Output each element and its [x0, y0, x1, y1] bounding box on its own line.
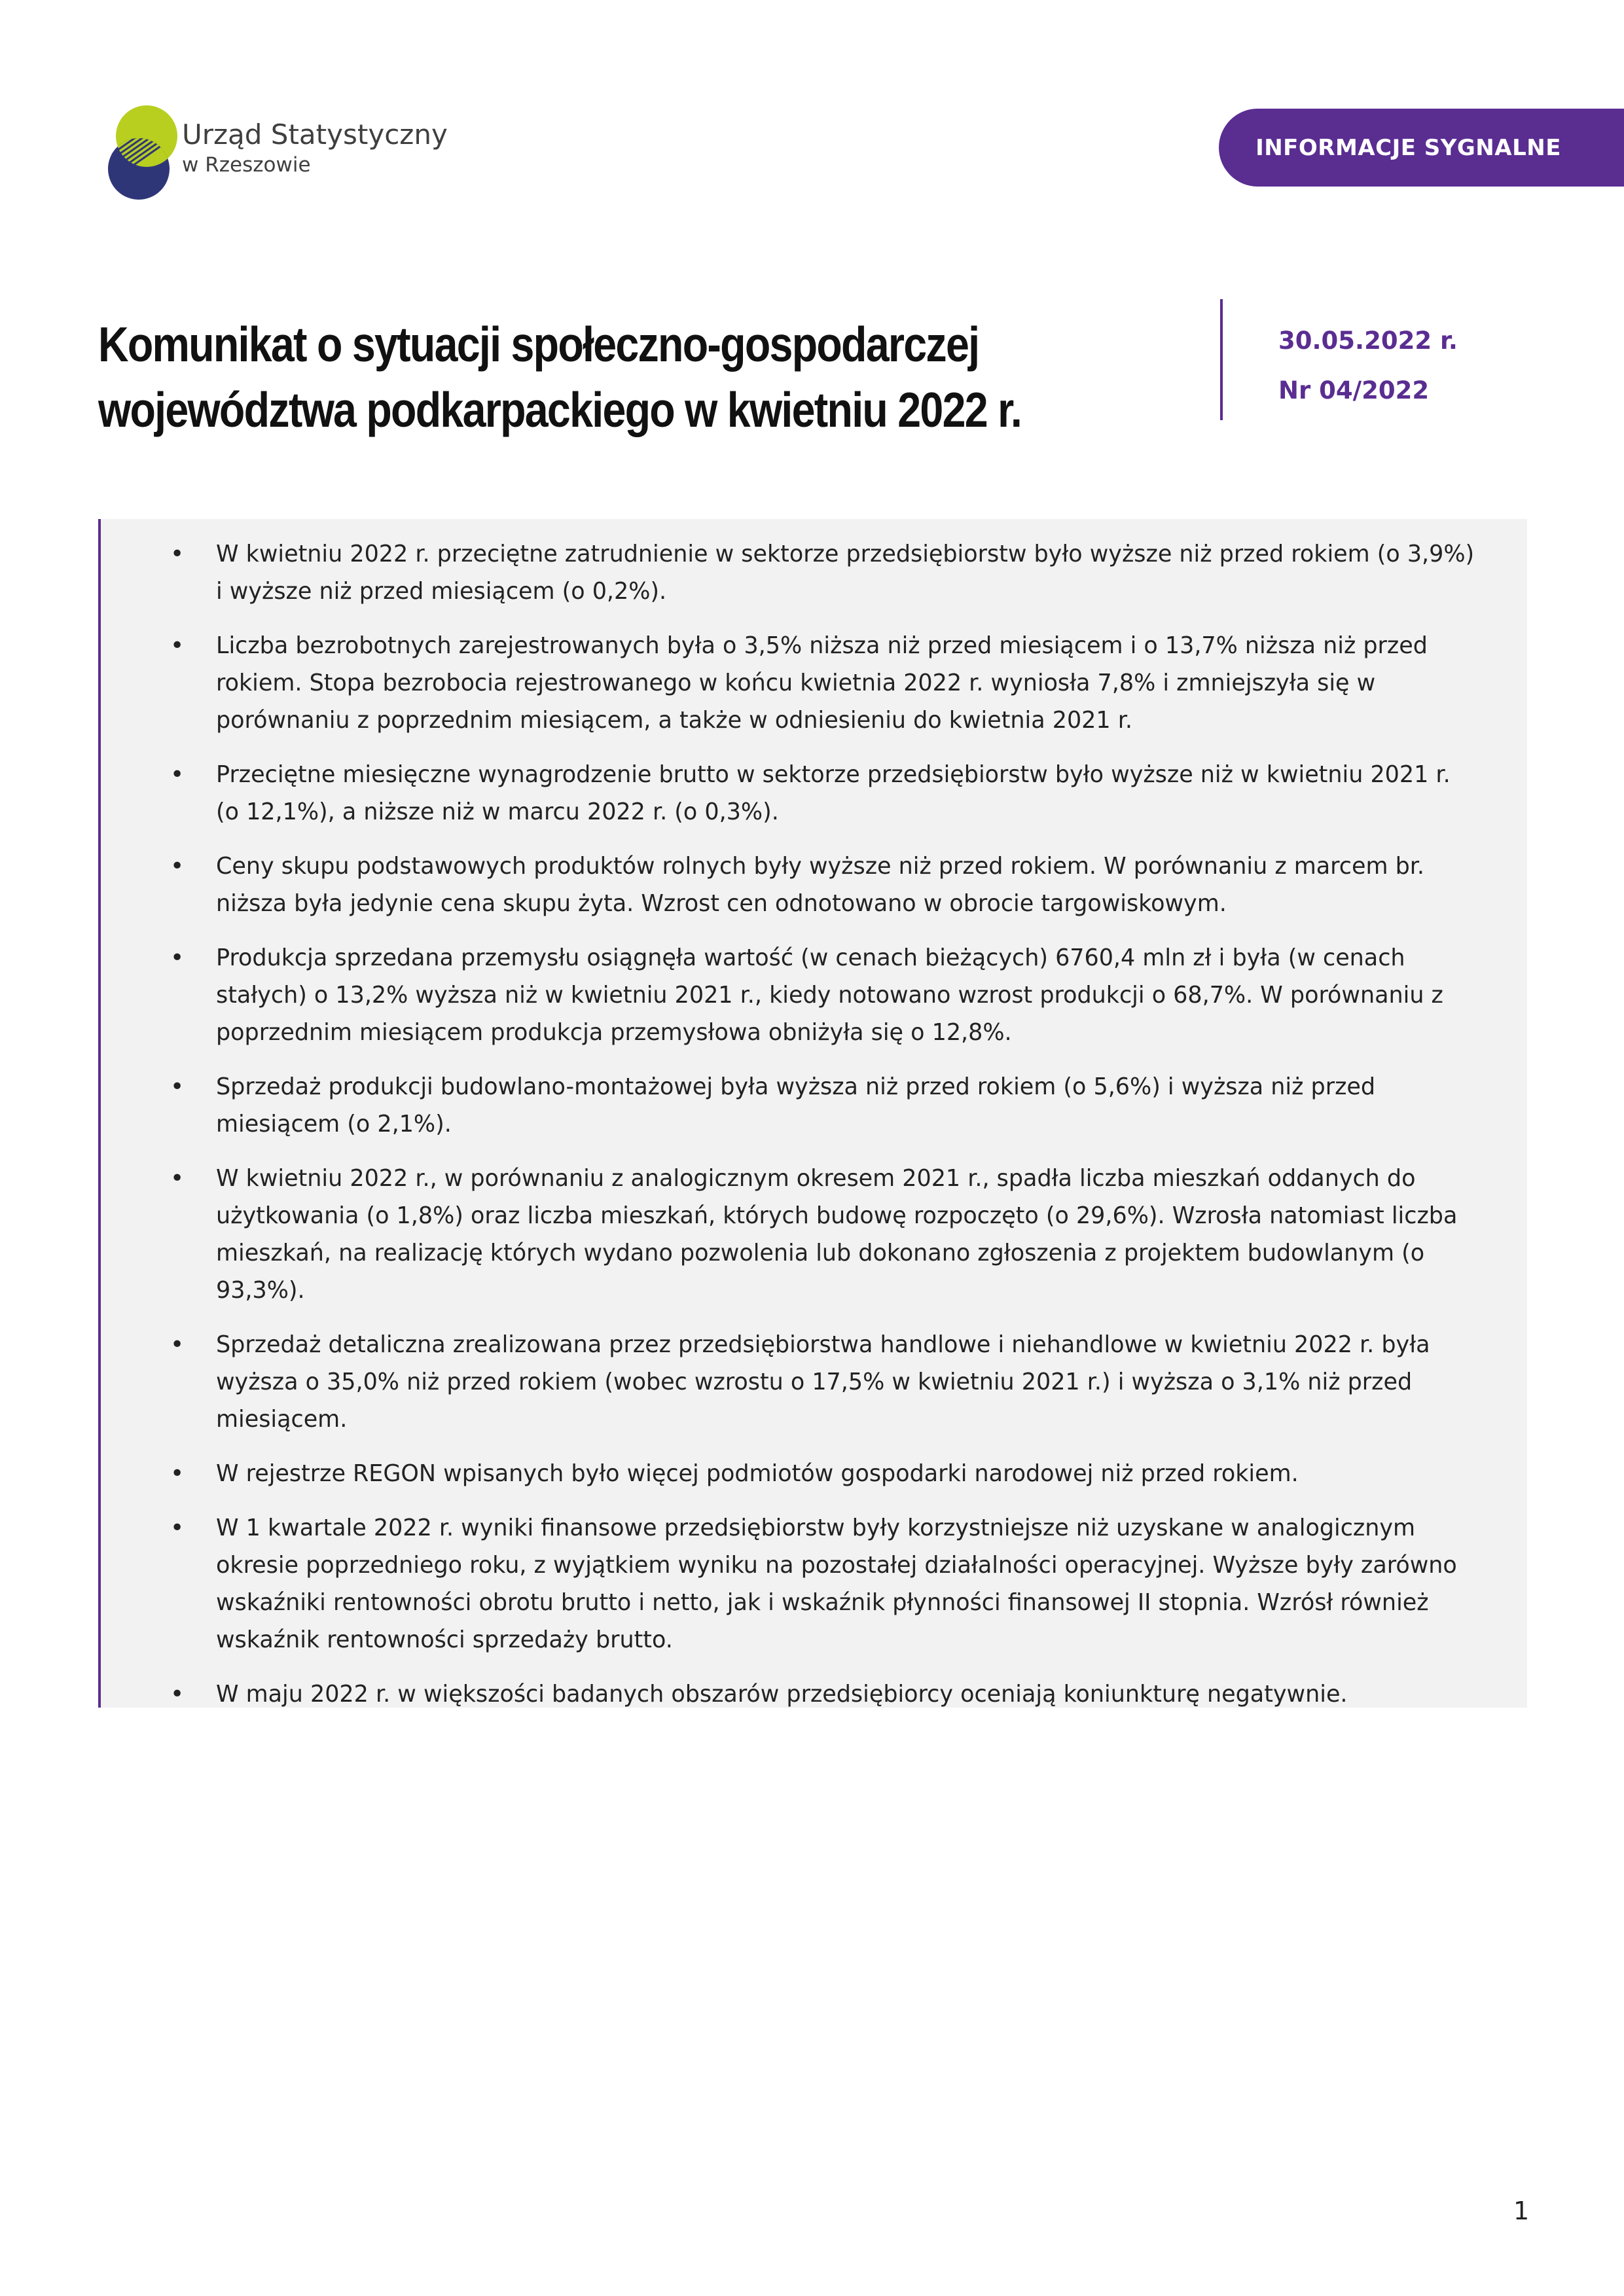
title-line-1: Komunikat o sytuacji społeczno-gospodarczej: [98, 317, 979, 372]
logo-mark-icon: [105, 103, 183, 202]
page-title: [98, 312, 1033, 442]
summary-item: [101, 1455, 1527, 1492]
logo-text: [182, 118, 448, 178]
bullet-icon: •: [170, 1681, 185, 1708]
summary-item-text: W 1 kwartale 2022 r. wyniki finansowe przedsiębiorstw były korzystniejsze niż uzyskane w analogicznym okresie poprzedniego roku, z wyjątkiem wyniku na pozostałej działalności operacyjnej. Wyższe były zarówno wskaźniki rentowności obrotu brutto i netto, jak i wskaźnik płynności finansowej II stopnia. Wzrósł również wskaźnik rentowności sprzedaży brutto.: [216, 1515, 1457, 1653]
logo-subtitle: w Rzeszowie: [182, 153, 311, 177]
summary-item-text: Liczba bezrobotnych zarejestrowanych była o 3,5% niższa niż przed miesiącem i o 13,7% niższa niż przed rokiem. Stopa bezrobocia rejestrowanego w końcu kwietnia 2022 r. wyniosła 7,8% i zmniejszyła się w porównaniu z poprzednim miesiącem, a także w odniesieniu do kwietnia 2021 r.: [216, 632, 1428, 734]
bullet-icon: •: [170, 632, 185, 659]
summary-box: [98, 519, 1527, 1708]
bullet-icon: •: [170, 1515, 185, 1541]
page-number: 1: [1513, 2197, 1530, 2225]
summary-item-text: Sprzedaż produkcji budowlano-montażowej była wyższa niż przed rokiem (o 5,6%) i wyższa niż przed miesiącem (o 2,1%).: [216, 1073, 1376, 1138]
summary-item: [101, 1326, 1527, 1438]
summary-item-text: W maju 2022 r. w większości badanych obszarów przedsiębiorcy oceniają koniunkturę negatywnie.: [216, 1681, 1348, 1708]
publication-number: Nr 04/2022: [1278, 376, 1430, 404]
summary-item: [101, 848, 1527, 922]
summary-item-text: Ceny skupu podstawowych produktów rolnych były wyższe niż przed rokiem. W porównaniu z marcem br. niższa była jedynie cena skupu żyta. Wzrost cen odnotowano w obrocie targowiskowym.: [216, 853, 1424, 917]
logo: [105, 103, 448, 202]
publication-date: 30.05.2022 r.: [1278, 327, 1458, 355]
summary-item-text: Produkcja sprzedana przemysłu osiągnęła wartość (w cenach bieżących) 6760,4 mln zł i była (w cenach stałych) o 13,2% wyższa niż w kwietniu 2021 r., kiedy notowano wzrost produkcji o 68,7%. W porównaniu z poprzednim miesiącem produkcja przemysłowa obniżyła się o 12,8%.: [216, 944, 1443, 1046]
summary-item: [101, 1160, 1527, 1309]
summary-item: [101, 1068, 1527, 1143]
summary-item: [101, 535, 1527, 610]
bullet-icon: •: [170, 541, 185, 567]
summary-item: [101, 939, 1527, 1051]
summary-item: [101, 627, 1527, 739]
bullet-icon: •: [170, 1460, 185, 1487]
document-type-badge: INFORMACJE SYGNALNE: [1219, 109, 1624, 187]
summary-list: [101, 535, 1527, 1730]
bullet-icon: •: [170, 1165, 185, 1192]
summary-item: [101, 1676, 1527, 1713]
bullet-icon: •: [170, 1073, 185, 1100]
document-meta: [1278, 316, 1458, 416]
summary-item: [101, 756, 1527, 831]
bullet-icon: •: [170, 1331, 185, 1358]
title-line-2: województwa podkarpackiego w kwietniu 2022 r.: [98, 382, 1022, 437]
bullet-icon: •: [170, 853, 185, 880]
bullet-icon: •: [170, 761, 185, 788]
summary-item-text: Przeciętne miesięczne wynagrodzenie brutto w sektorze przedsiębiorstw było wyższe niż w kwietniu 2021 r. (o 12,1%), a niższe niż w marcu 2022 r. (o 0,3%).: [216, 761, 1451, 825]
meta-divider: [1220, 299, 1223, 420]
bullet-icon: •: [170, 944, 185, 971]
summary-item-text: W rejestrze REGON wpisanych było więcej podmiotów gospodarki narodowej niż przed rokiem.: [216, 1460, 1299, 1487]
summary-item-text: W kwietniu 2022 r., w porównaniu z analogicznym okresem 2021 r., spadła liczba mieszkań oddanych do użytkowania (o 1,8%) oraz liczba mieszkań, których budowę rozpoczęto (o 29,6%). Wzrosła natomiast liczba mieszkań, na realizację których wydano pozwolenia lub dokonano zgłoszenia z projektem budowlanym (o 93,3%).: [216, 1165, 1458, 1304]
summary-item-text: Sprzedaż detaliczna zrealizowana przez przedsiębiorstwa handlowe i niehandlowe w kwietniu 2022 r. była wyższa o 35,0% niż przed rokiem (wobec wzrostu o 17,5% w kwietniu 2021 r.) i wyższa o 3,1% niż przed miesiącem.: [216, 1331, 1430, 1433]
logo-name: Urząd Statystyczny: [182, 118, 448, 151]
summary-item-text: W kwietniu 2022 r. przeciętne zatrudnienie w sektorze przedsiębiorstw było wyższe niż przed rokiem (o 3,9%) i wyższe niż przed miesiącem (o 0,2%).: [216, 541, 1475, 605]
summary-item: [101, 1509, 1527, 1659]
